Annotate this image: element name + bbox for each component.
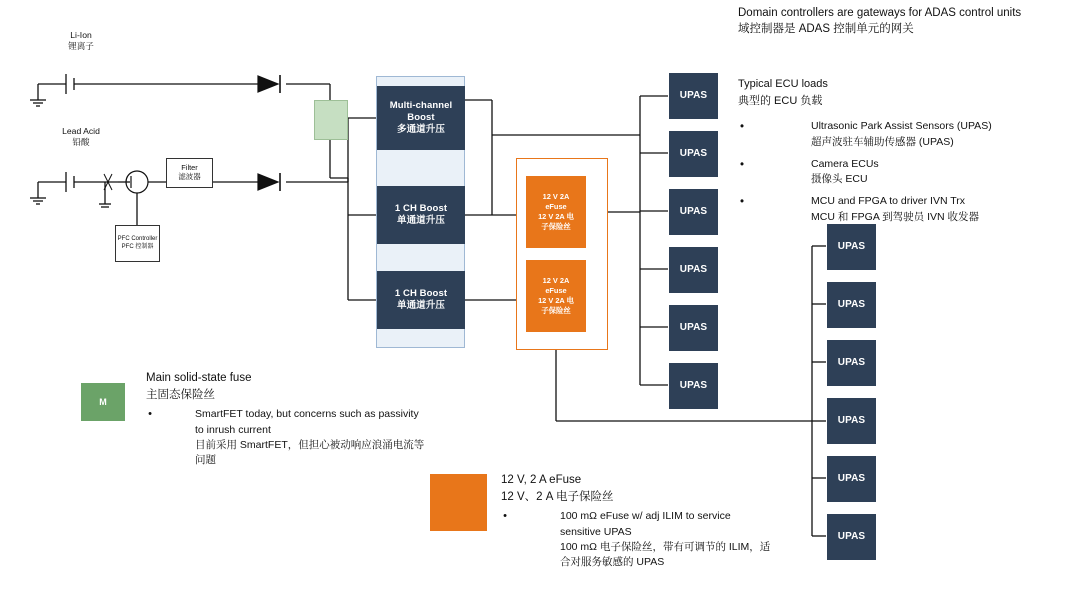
upas-block	[827, 282, 876, 328]
leadacid-label	[46, 126, 116, 147]
boost-1ch-block-b	[377, 271, 465, 329]
boost2-line1: 1 CH Boost	[394, 288, 448, 300]
main-fuse-legend-text	[146, 370, 426, 468]
upas-label: UPAS	[679, 379, 708, 391]
multi-boost-line2: Boost	[407, 112, 435, 124]
upas-label: UPAS	[837, 414, 866, 426]
ecu-load-item-zh: MCU 和 FPGA 到驾驶员 IVN 收发器	[811, 210, 980, 223]
upas-block	[827, 398, 876, 444]
upas-label: UPAS	[837, 298, 866, 310]
ecu-load-item-en: Camera ECUs	[811, 157, 879, 170]
upas-block	[669, 305, 718, 351]
main-fuse-bullet-zh: 目前采用 SmartFET，但担心被动响应浪涌电流等问题	[195, 438, 425, 466]
efuse-block-b	[526, 260, 586, 332]
leadacid-label-en: Lead Acid	[62, 126, 100, 136]
efuse2-line4: 子保险丝	[541, 305, 571, 315]
upas-label: UPAS	[679, 321, 708, 333]
efuse1-line3: 12 V 2A 电	[538, 212, 574, 221]
efuse-title-en: 12 V, 2 A eFuse	[501, 474, 582, 486]
upas-label: UPAS	[679, 89, 708, 101]
main-fuse-swatch-letter: M	[99, 397, 107, 407]
efuse-title-zh: 12 V、2 A 电子保险丝	[501, 490, 614, 503]
boost2-line2: 单通道升压	[396, 300, 445, 311]
liion-label-en: Li-Ion	[70, 30, 92, 40]
boost1-line2: 单通道升压	[396, 215, 445, 226]
leadacid-label-zh: 铅酸	[72, 136, 90, 147]
boost-1ch-block-a	[377, 186, 465, 244]
main-fuse-legend-swatch	[80, 382, 126, 422]
ecu-loads-panel	[738, 76, 1068, 226]
notes-heading-en: Domain controllers are gateways for ADAS control units	[738, 7, 1022, 19]
main-solid-state-fuse-symbol	[314, 100, 348, 140]
pfc-label-en: PFC Controller	[117, 236, 158, 243]
upas-block	[827, 340, 876, 386]
pfc-controller-block	[115, 225, 160, 262]
efuse-block-a	[526, 176, 586, 248]
upas-block	[827, 456, 876, 502]
efuse1-line2: eFuse	[545, 202, 567, 212]
upas-label: UPAS	[837, 240, 866, 252]
upas-label: UPAS	[837, 530, 866, 542]
notes-panel	[738, 6, 1078, 37]
upas-label: UPAS	[837, 356, 866, 368]
bullet-dot-icon: •	[503, 510, 507, 523]
efuse-bullet-en: 100 mΩ eFuse w/ adj ILIM to service sensitive UPAS	[560, 510, 731, 538]
filter-label-en: Filter	[181, 163, 198, 173]
upas-block	[669, 247, 718, 293]
ecu-load-item-en: MCU and FPGA to driver IVN Trx	[811, 195, 966, 207]
main-fuse-title-zh: 主固态保险丝	[146, 388, 215, 401]
multi-boost-line3: 多通道升压	[396, 123, 445, 135]
upas-block	[669, 189, 718, 235]
multi-boost-line1: Multi-channel	[389, 100, 453, 112]
bullet-dot-icon: •	[148, 408, 152, 421]
upas-block	[827, 514, 876, 560]
upas-block	[669, 131, 718, 177]
upas-label: UPAS	[679, 263, 708, 275]
efuse2-line1: 12 V 2A	[542, 276, 570, 286]
liion-label	[46, 30, 116, 51]
upas-block	[669, 363, 718, 409]
filter-label-zh: 滤波器	[178, 172, 201, 181]
notes-heading-zh: 域控制器是 ADAS 控制单元的网关	[738, 22, 914, 35]
multi-channel-boost-block	[377, 86, 465, 150]
upas-label: UPAS	[837, 472, 866, 484]
bullet-dot-icon: •	[739, 196, 745, 208]
main-fuse-bullet-en: SmartFET today, but concerns such as passivity to inrush current	[195, 408, 419, 436]
upas-block	[827, 224, 876, 270]
pfc-label-zh: PFC 控制器	[121, 243, 154, 250]
upas-block	[669, 73, 718, 119]
upas-label: UPAS	[679, 147, 708, 159]
ecu-loads-title-zh: 典型的 ECU 负载	[738, 94, 823, 107]
efuse2-line3: 12 V 2A 电	[538, 296, 574, 305]
efuse1-line1: 12 V 2A	[542, 192, 570, 202]
ecu-load-item-en: Ultrasonic Park Assist Sensors (UPAS)	[811, 120, 992, 132]
upas-label: UPAS	[679, 205, 708, 217]
liion-label-zh: 锂离子	[68, 40, 94, 51]
efuse-legend-text	[501, 472, 771, 570]
ecu-load-item-zh: 超声波驻车辅助传感器 (UPAS)	[811, 135, 954, 148]
efuse-legend-swatch	[430, 474, 487, 531]
efuse2-line2: eFuse	[545, 286, 567, 296]
main-fuse-title-en: Main solid-state fuse	[146, 372, 252, 384]
bullet-dot-icon: •	[739, 158, 745, 171]
ecu-loads-title-en: Typical ECU loads	[738, 78, 828, 90]
ecu-load-item-zh: 摄像头 ECU	[811, 173, 868, 186]
efuse-bullet-zh: 100 mΩ 电子保险丝，带有可调节的 ILIM，适合对服务敏感的 UPAS	[560, 540, 771, 568]
filter-block	[166, 158, 213, 188]
efuse1-line4: 子保险丝	[541, 221, 571, 231]
boost1-line1: 1 CH Boost	[394, 203, 448, 215]
bullet-dot-icon: •	[739, 121, 745, 133]
